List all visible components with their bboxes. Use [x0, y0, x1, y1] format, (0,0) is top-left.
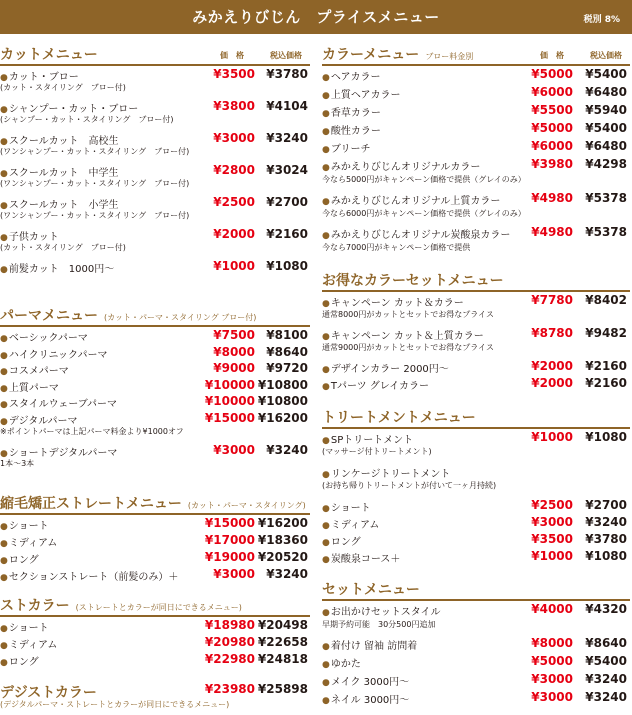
tax-rate-label: 税別 8% [583, 15, 620, 25]
menu-item-price: ¥3500 [213, 67, 255, 81]
menu-item-price: ¥3800 [213, 99, 255, 113]
menu-item-price: ¥5000 [531, 121, 573, 135]
menu-item-name: リンケージトリートメント [330, 469, 451, 480]
menu-item-name: ミディアム [330, 520, 380, 531]
perm-menu-section [0, 305, 312, 485]
menu-item-tax-price: ¥5940 [585, 103, 627, 117]
bullet-icon: ● [322, 91, 330, 101]
bullet-icon: ● [0, 233, 8, 243]
menu-item-price: ¥4000 [531, 602, 573, 616]
menu-item-price: ¥8000 [213, 344, 255, 359]
colorset-menu-title: お得なカラーセットメニュー [322, 273, 504, 289]
bullet-icon: ● [322, 332, 330, 342]
bullet-icon: ● [0, 400, 8, 410]
menu-item-tax-price: ¥16200 [257, 516, 308, 530]
menu-item-note: 今なら6000円がキャンペーン価格で提供（グレイのみ） [322, 209, 526, 218]
menu-item-price: ¥2500 [213, 195, 255, 209]
menu-item-name: キャンペーン カット＆上質カラー [330, 331, 484, 342]
bullet-icon: ● [0, 265, 8, 275]
colorset-menu-section [322, 270, 630, 400]
tax-column-label: 税込価格 [590, 51, 622, 60]
menu-item-price: ¥3000 [213, 443, 255, 457]
menu-item-tax-price: ¥2160 [266, 227, 308, 241]
menu-item-name: みかえりびじんオリジナルカラー [330, 162, 481, 173]
bullet-icon: ● [322, 163, 330, 173]
menu-item-tax-price: ¥10800 [257, 377, 308, 392]
bullet-icon: ● [322, 538, 330, 548]
menu-item-price: ¥3000 [213, 567, 255, 581]
menu-item-name: ゆかた [330, 659, 361, 670]
menu-item-name: スクールカット 高校生 [8, 136, 119, 147]
stcolor-menu-section [0, 595, 312, 670]
menu-item-price: ¥2800 [213, 163, 255, 177]
color-subtitle: ブロー料金別 [425, 52, 474, 61]
menu-item-row [322, 603, 441, 618]
bullet-icon: ● [0, 73, 8, 83]
menu-item-price: ¥6000 [531, 85, 573, 99]
bullet-icon: ● [0, 556, 8, 566]
menu-item-tax-price: ¥3240 [266, 131, 308, 145]
section-divider [0, 513, 310, 515]
bullet-icon: ● [0, 169, 8, 179]
menu-item-note: 通常8000円がカットとセットでお得なプライス [322, 310, 494, 319]
color-menu-title [322, 44, 473, 64]
digicolor-menu-section [0, 682, 312, 714]
bullet-icon: ● [0, 539, 8, 549]
menu-item-tax-price: ¥8640 [585, 636, 627, 650]
menu-item-price: ¥3000 [531, 515, 573, 529]
menu-item-row [322, 294, 464, 309]
menu-item-tax-price: ¥1080 [585, 549, 627, 563]
menu-item-name: SPトリートメント [330, 435, 414, 446]
menu-item-tax-price: ¥3240 [266, 567, 308, 581]
menu-item-price: ¥5000 [531, 654, 573, 668]
menu-item-tax-price: ¥5400 [585, 654, 627, 668]
menu-item-price: ¥3980 [531, 157, 573, 171]
menu-item-price: ¥2000 [531, 359, 573, 373]
menu-item-row [322, 140, 370, 155]
menu-item-tax-price: ¥9720 [266, 361, 308, 375]
menu-item-row [322, 637, 417, 652]
menu-item-price: ¥3000 [213, 131, 255, 145]
menu-item-row [0, 636, 57, 651]
menu-item-name: デジタルパーマ [8, 415, 78, 427]
menu-item-price: ¥8000 [531, 636, 573, 650]
bullet-icon: ● [0, 367, 8, 377]
menu-item-tax-price: ¥20520 [257, 550, 308, 564]
menu-item-tax-price: ¥3024 [266, 163, 308, 177]
digicolor-tax-price: ¥25898 [257, 682, 308, 696]
menu-item-name: ショートデジタルパーマ [8, 448, 118, 459]
menu-item-price: ¥5500 [531, 103, 573, 117]
menu-item-name: コスメパーマ [8, 366, 69, 377]
menu-item-row [322, 360, 449, 375]
menu-item-price: ¥15000 [204, 516, 255, 530]
color-menu-section [322, 44, 630, 259]
menu-item-name: ブリーチ [330, 144, 371, 155]
menu-item-price: ¥5000 [531, 67, 573, 81]
section-divider [322, 599, 630, 601]
menu-item-name: ショート [8, 623, 49, 634]
menu-item-row [0, 346, 107, 361]
perm-subtitle: (カット・パーマ・スタイリング ブロー付) [104, 313, 257, 322]
menu-item-price: ¥2500 [531, 498, 573, 512]
menu-item-row [322, 86, 400, 101]
bullet-icon: ● [322, 73, 330, 83]
menu-item-name: ショート [8, 521, 49, 532]
stcolor-subtitle: (ストレートとカラーが同日にできるメニュー) [75, 603, 242, 612]
menu-item-row [322, 68, 380, 83]
cut-menu-section [0, 44, 312, 294]
menu-item-price: ¥10000 [204, 394, 255, 408]
menu-item-price: ¥15000 [204, 410, 255, 425]
menu-item-row [322, 550, 400, 565]
price-column-label: 価 格 [540, 51, 564, 60]
menu-item-name: シャンプー・カット・ブロー [8, 104, 139, 115]
straight-menu-title [0, 493, 306, 513]
section-divider [322, 64, 630, 66]
menu-item-row [0, 568, 178, 583]
menu-item-price: ¥9000 [213, 361, 255, 375]
color-title-text: カラーメニュー [322, 47, 420, 63]
bullet-icon: ● [0, 641, 8, 651]
menu-item-tax-price: ¥6480 [585, 139, 627, 153]
menu-item-name: 上質パーマ [8, 382, 59, 394]
menu-item-name: ミディアム [8, 640, 58, 651]
bullet-icon: ● [0, 105, 8, 115]
menu-item-name: Tパーツ グレイカラー [330, 381, 429, 392]
menu-item-name: 酸性カラー [330, 126, 381, 137]
menu-item-row [322, 158, 480, 173]
menu-item-note: (カット・スタイリング ブロー付) [0, 83, 126, 92]
menu-item-tax-price: ¥2700 [585, 498, 627, 512]
menu-item-tax-price: ¥5400 [585, 67, 627, 81]
bullet-icon: ● [322, 231, 330, 241]
set-menu-title: セットメニュー [322, 582, 420, 598]
bullet-icon: ● [322, 197, 330, 207]
menu-item-row [322, 691, 409, 706]
bullet-icon: ● [0, 334, 8, 344]
bullet-icon: ● [322, 660, 330, 670]
menu-item-row [0, 228, 59, 243]
menu-item-row [0, 362, 69, 377]
straight-menu-section [0, 493, 312, 588]
menu-item-name: ロング [8, 657, 39, 668]
menu-item-name: ベーシックパーマ [8, 333, 88, 344]
menu-item-row [0, 444, 117, 459]
menu-item-row [0, 412, 78, 427]
bullet-icon: ● [322, 642, 330, 652]
menu-item-tax-price: ¥4298 [585, 157, 627, 171]
menu-item-name: ヘアカラー [330, 72, 381, 83]
menu-item-price: ¥1000 [531, 430, 573, 444]
menu-item-row [322, 516, 379, 531]
menu-item-tax-price: ¥1080 [585, 430, 627, 444]
menu-item-note: 今なら7000円がキャンペーン価格で提供 [322, 243, 471, 252]
bullet-icon: ● [322, 555, 330, 565]
cut-menu-title: カットメニュー [0, 47, 98, 63]
menu-item-price: ¥4980 [531, 191, 573, 205]
menu-item-tax-price: ¥6480 [585, 85, 627, 99]
menu-item-tax-price: ¥3240 [585, 672, 627, 686]
menu-item-row [0, 517, 49, 532]
menu-item-tax-price: ¥10800 [257, 394, 308, 408]
menu-item-name: 上質ヘアカラー [330, 90, 401, 101]
menu-item-row [322, 122, 381, 137]
menu-item-name: 子供カット [8, 232, 59, 243]
menu-item-tax-price: ¥8640 [266, 344, 308, 359]
menu-item-row [0, 395, 117, 410]
perm-title-text: パーマメニュー [0, 308, 98, 324]
digicolor-price: ¥23980 [204, 682, 255, 696]
menu-item-row [322, 431, 413, 446]
menu-item-price: ¥8780 [531, 326, 573, 340]
menu-item-name: デザインカラー 2000円〜 [330, 364, 449, 375]
menu-item-name: お出かけセットスタイル [330, 607, 441, 618]
menu-item-price: ¥20980 [204, 635, 255, 649]
menu-item-row [322, 673, 409, 688]
menu-item-price: ¥18980 [204, 618, 255, 632]
bullet-icon: ● [322, 299, 330, 309]
price-column-label: 価 格 [220, 51, 244, 60]
menu-item-row [0, 379, 59, 394]
stcolor-menu-title [0, 595, 242, 615]
bullet-icon: ● [0, 573, 8, 583]
menu-item-row [0, 100, 138, 115]
menu-item-row [322, 533, 361, 548]
menu-item-row [322, 226, 510, 241]
menu-item-name: 前髪カット 1000円〜 [8, 264, 115, 275]
menu-item-row [0, 329, 88, 344]
menu-item-price: ¥7780 [531, 293, 573, 307]
menu-item-price: ¥3500 [531, 532, 573, 546]
menu-item-tax-price: ¥5378 [585, 225, 627, 239]
menu-item-price: ¥19000 [204, 550, 255, 564]
menu-item-note: (シャンプー・カット・スタイリング ブロー付) [0, 115, 174, 124]
header-bar [0, 0, 632, 34]
bullet-icon: ● [322, 504, 330, 514]
treatment-menu-title: トリートメントメニュー [322, 410, 476, 426]
menu-item-note: (ワンシャンプー・カット・スタイリング ブロー付) [0, 179, 190, 188]
menu-item-tax-price: ¥9482 [585, 326, 627, 340]
section-divider [0, 325, 310, 327]
menu-item-row [0, 68, 79, 83]
menu-item-name: ロング [330, 537, 361, 548]
menu-item-tax-price: ¥16200 [257, 410, 308, 425]
menu-item-price: ¥7500 [213, 328, 255, 342]
bullet-icon: ● [0, 658, 8, 668]
perm-menu-title [0, 305, 256, 325]
bullet-icon: ● [322, 109, 330, 119]
menu-item-row [0, 534, 57, 549]
menu-item-name: メイク 3000円〜 [330, 677, 410, 688]
bullet-icon: ● [322, 365, 330, 375]
menu-item-tax-price: ¥2700 [266, 195, 308, 209]
menu-item-note: 1本〜3本 [0, 459, 35, 468]
menu-item-row [322, 327, 484, 342]
treatment-menu-section [322, 407, 630, 572]
point-perm-note: ※ポイントパーマは上記パーマ料金より¥1000オフ [0, 427, 184, 436]
bullet-icon: ● [0, 201, 8, 211]
menu-item-tax-price: ¥2160 [585, 376, 627, 390]
menu-item-row [0, 196, 119, 211]
menu-item-price: ¥6000 [531, 139, 573, 153]
menu-item-row [322, 655, 361, 670]
menu-item-note: 今なら5000円がキャンペーン価格で提供（グレイのみ） [322, 175, 526, 184]
menu-item-tax-price: ¥4104 [266, 99, 308, 113]
stcolor-title-text: ストカラー [0, 598, 70, 614]
menu-item-note: (お持ち帰りトリートメントが付いて一ヶ月持続) [322, 481, 497, 490]
menu-item-name: ショート [330, 503, 371, 514]
straight-subtitle: (カット・パーマ・スタイリング) [187, 501, 306, 510]
digicolor-subtitle: (デジタルパーマ・ストレートとカラーが同日にできるメニュー) [0, 700, 230, 709]
menu-item-name: 炭酸泉コース＋ [330, 554, 401, 565]
menu-item-note: 通常9000円がカットとセットでお得なプライス [322, 343, 494, 352]
menu-item-name: キャンペーン カット＆カラー [330, 298, 464, 309]
menu-item-price: ¥1000 [213, 259, 255, 273]
bullet-icon: ● [0, 137, 8, 147]
menu-item-row [322, 465, 450, 480]
bullet-icon: ● [322, 696, 330, 706]
menu-item-name: 香草カラー [330, 108, 381, 119]
menu-item-name: ミディアム [8, 538, 58, 549]
menu-item-row [0, 619, 49, 634]
menu-item-price: ¥17000 [204, 533, 255, 547]
menu-item-row [0, 653, 39, 668]
bullet-icon: ● [322, 521, 330, 531]
menu-item-note: (ワンシャンプー・カット・スタイリング ブロー付) [0, 147, 190, 156]
bullet-icon: ● [0, 383, 8, 394]
bullet-icon: ● [0, 449, 8, 459]
straight-title-text: 縮毛矯正ストレートメニュー [0, 496, 182, 512]
tax-column-label: 税込価格 [270, 51, 302, 60]
menu-item-row [0, 164, 119, 179]
bullet-icon: ● [322, 470, 330, 480]
menu-item-price: ¥2000 [531, 376, 573, 390]
menu-item-name: ハイクリニックパーマ [8, 349, 108, 361]
menu-item-name: 着付け 留袖 訪問着 [330, 641, 418, 652]
bullet-icon: ● [322, 382, 330, 392]
menu-item-price: ¥10000 [204, 377, 255, 392]
menu-item-price: ¥4980 [531, 225, 573, 239]
section-divider [322, 290, 630, 292]
menu-item-note: (マッサージ付トリートメント) [322, 447, 432, 456]
menu-item-tax-price: ¥8100 [266, 328, 308, 342]
menu-item-price: ¥1000 [531, 549, 573, 563]
digicolor-menu-title: デジストカラー [0, 685, 97, 701]
menu-item-tax-price: ¥3240 [266, 443, 308, 457]
menu-item-name: スクールカット 中学生 [8, 168, 119, 179]
menu-item-name: みかえりびじんオリジナル炭酸泉カラー [330, 230, 511, 241]
menu-item-price: ¥3000 [531, 672, 573, 686]
bullet-icon: ● [322, 127, 330, 137]
menu-item-tax-price: ¥3780 [266, 67, 308, 81]
section-divider [322, 427, 630, 429]
menu-item-name: ネイル 3000円〜 [330, 695, 410, 706]
menu-item-row [322, 192, 500, 207]
menu-item-name: スタイルウェーブパーマ [8, 399, 117, 410]
menu-item-tax-price: ¥22658 [257, 635, 308, 649]
menu-item-row [322, 104, 381, 119]
menu-item-tax-price: ¥2160 [585, 359, 627, 373]
bullet-icon: ● [0, 350, 8, 361]
bullet-icon: ● [322, 145, 330, 155]
menu-item-name: みかえりびじんオリジナル上質カラー [330, 196, 501, 207]
menu-item-price: ¥2000 [213, 227, 255, 241]
bullet-icon: ● [0, 522, 8, 532]
menu-item-row [322, 499, 371, 514]
menu-item-name: カット・ブロー [8, 72, 79, 83]
menu-item-note: 早期予約可能 30分500円追加 [322, 620, 436, 629]
menu-item-tax-price: ¥3780 [585, 532, 627, 546]
set-menu-section [322, 579, 630, 714]
menu-item-price: ¥3000 [531, 690, 573, 704]
menu-item-row [0, 132, 119, 147]
bullet-icon: ● [0, 416, 8, 427]
bullet-icon: ● [322, 678, 330, 688]
menu-item-tax-price: ¥18360 [257, 533, 308, 547]
menu-item-tax-price: ¥5378 [585, 191, 627, 205]
menu-item-tax-price: ¥4320 [585, 602, 627, 616]
menu-item-tax-price: ¥3240 [585, 515, 627, 529]
bullet-icon: ● [322, 608, 330, 618]
page-title: みかえりびじん プライスメニュー [192, 8, 440, 26]
menu-item-name: ロング [8, 555, 39, 566]
bullet-icon: ● [322, 436, 330, 446]
menu-item-tax-price: ¥8402 [585, 293, 627, 307]
menu-item-price: ¥22980 [204, 652, 255, 666]
section-divider [0, 64, 310, 66]
menu-item-note: (ワンシャンプー・カット・スタイリング ブロー付) [0, 211, 190, 220]
bullet-icon: ● [0, 624, 8, 634]
menu-item-tax-price: ¥5400 [585, 121, 627, 135]
menu-item-note: (カット・スタイリング ブロー付) [0, 243, 126, 252]
menu-item-tax-price: ¥20498 [257, 618, 308, 632]
menu-item-row [0, 551, 39, 566]
menu-item-tax-price: ¥24818 [257, 652, 308, 666]
menu-item-name: セクションストレート（前髪のみ）＋ [8, 572, 179, 583]
menu-item-name: スクールカット 小学生 [8, 200, 119, 211]
menu-item-row [0, 260, 114, 275]
menu-item-tax-price: ¥1080 [266, 259, 308, 273]
menu-item-row [322, 377, 429, 392]
menu-item-tax-price: ¥3240 [585, 690, 627, 704]
section-divider [0, 615, 310, 617]
